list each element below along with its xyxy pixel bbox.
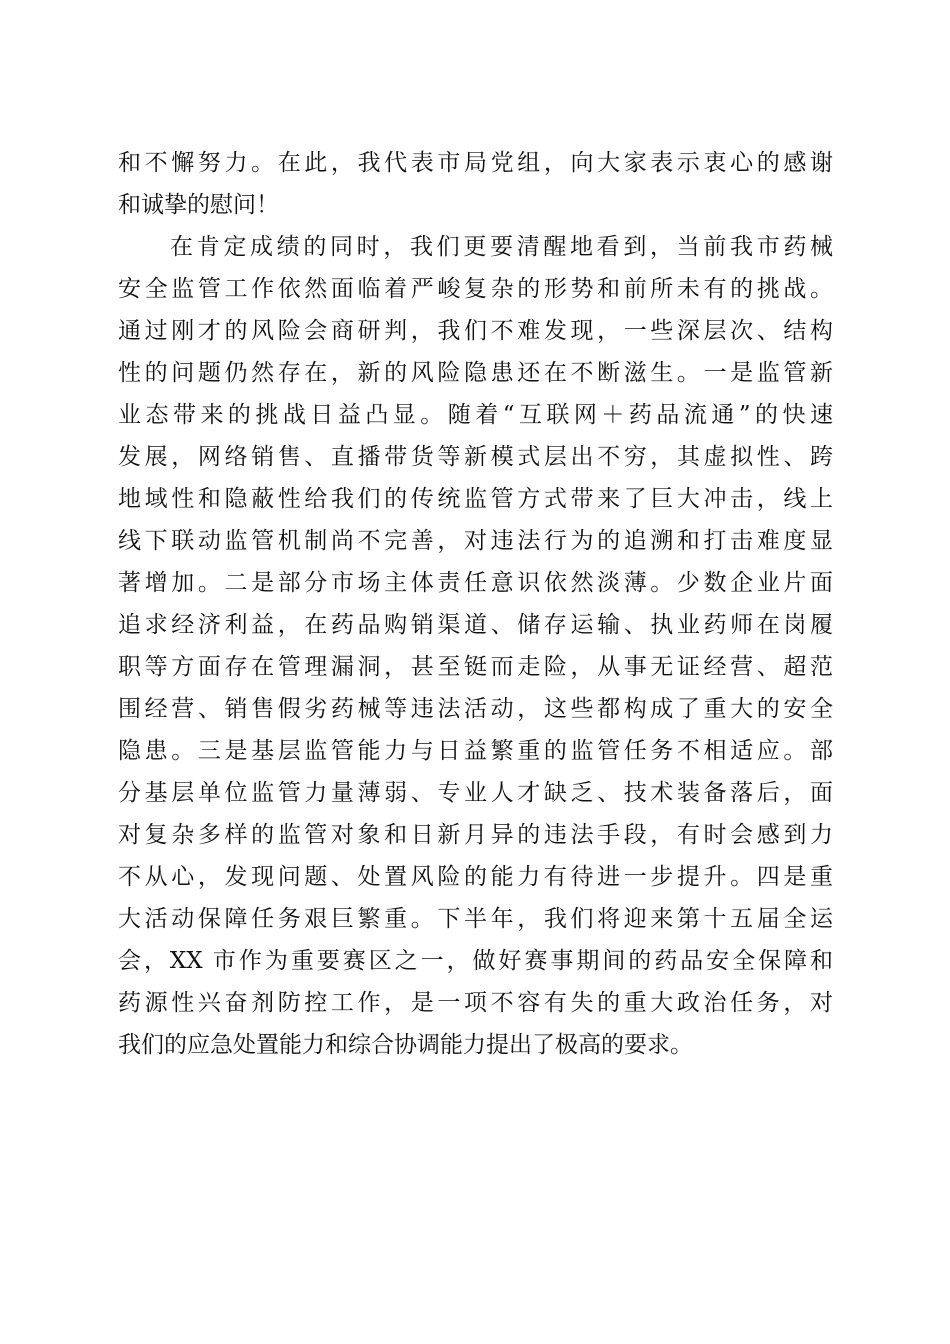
paragraph-2 [118,226,833,1066]
text-line: 业态带来的挑战日益凸显。随着“互联网＋药品流通”的快速 [118,402,833,428]
text-line: 职等方面存在管理漏洞，甚至铤而走险，从事无证经营、超范 [118,654,833,680]
text-line: 著增加。二是部分市场主体责任意识依然淡薄。少数企业片面 [118,570,833,596]
paragraph-1 [118,142,833,226]
text-line: 药源性兴奋剂防控工作，是一项不容有失的重大政治任务，对 [118,990,833,1016]
text-line: 分基层单位监管力量薄弱、专业人才缺乏、技术装备落后，面 [118,780,833,806]
text-line: 对复杂多样的监管对象和日新月异的违法手段，有时会感到力 [118,822,833,848]
text-line: 地域性和隐蔽性给我们的传统监管方式带来了巨大冲击，线上 [118,486,833,512]
text-line: 隐患。三是基层监管能力与日益繁重的监管任务不相适应。部 [118,738,833,764]
body-text [118,142,833,1066]
text-line: 和不懈努力。在此，我代表市局党组，向大家表示衷心的感谢 [118,150,833,176]
text-line: 不从心，发现问题、处置风险的能力有待进一步提升。四是重 [118,864,833,890]
text-line: 发展，网络销售、直播带货等新模式层出不穷，其虚拟性、跨 [118,444,833,470]
text-line: 性的问题仍然存在，新的风险隐患还在不断滋生。一是监管新 [118,360,833,386]
text-line: 围经营、销售假劣药械等违法活动，这些都构成了重大的安全 [118,696,833,722]
text-line: 安全监管工作依然面临着严峻复杂的形势和前所未有的挑战。 [118,276,833,302]
text-line: 会，XX 市作为重要赛区之一，做好赛事期间的药品安全保障和 [118,948,833,974]
text-line: 大活动保障任务艰巨繁重。下半年，我们将迎来第十五届全运 [118,906,833,932]
text-line: 我们的应急处置能力和综合协调能力提出了极高的要求。 [118,1032,693,1058]
text-line: 线下联动监管机制尚不完善，对违法行为的追溯和打击难度显 [118,528,833,554]
text-line: 通过刚才的风险会商研判，我们不难发现，一些深层次、结构 [118,318,833,344]
text-line: 追求经济利益，在药品购销渠道、储存运输、执业药师在岗履 [118,612,833,638]
text-line: 和诚挚的慰问！ [118,192,279,218]
text-line: 在肯定成绩的同时，我们更要清醒地看到，当前我市药械 [170,234,833,260]
